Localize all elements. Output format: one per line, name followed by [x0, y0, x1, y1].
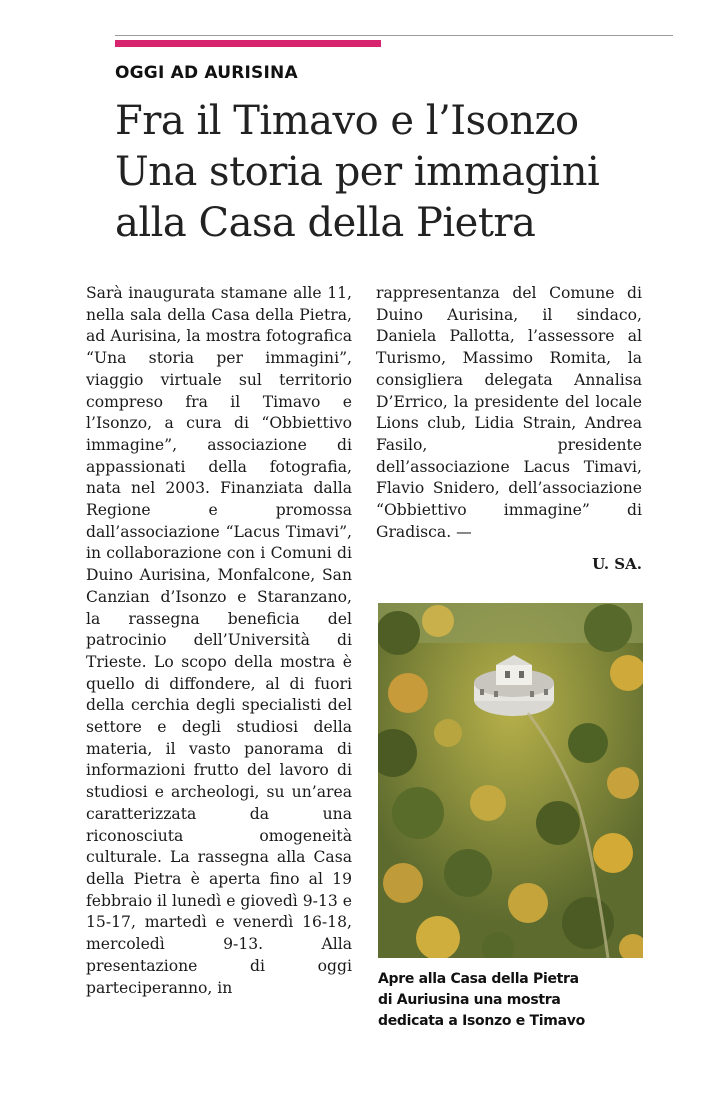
headline-line-3: alla Casa della Pietra [115, 200, 536, 246]
author-byline: U. SA. [592, 555, 642, 573]
caption-line-3: dedicata a Isonzo e Timavo [378, 1013, 585, 1029]
aerial-photo [378, 603, 643, 958]
section-kicker: OGGI AD AURISINA [115, 63, 298, 83]
section-accent-bar [115, 40, 381, 47]
photo-caption [378, 969, 643, 1032]
article-column-2: rappresentanza del Comune di Duino Aurisina, il sindaco, Daniela Pallotta, l’assessore al Turismo, Massimo Romita, la consigliera delegata Annalisa D’Errico, la presidente del locale Lions club, Lidia Strain, Andrea Fasilo, presidente dell’associazione Lacus Timavi, Flavio Snidero, dell’associazione “Obbiettivo immagine” di Gradisca. — [376, 284, 642, 541]
headline [115, 96, 705, 249]
top-rule [115, 35, 673, 36]
article-column-1: Sarà inaugurata stamane alle 11, nella sala della Casa della Pietra, ad Aurisina, la mostra fotografica “Una storia per immagini”, viaggio virtuale sul territorio compreso fra il Timavo e l’Isonzo, a cura di “Obbiettivo immagine”, associazione di appassionati della fotografia, nata nel 2003. Finanziata dalla Regione e promossa dall’associazione “Lacus Timavi”, in collaborazione con i Comuni di Duino Aurisina, Monfalcone, San Canzian d’Isonzo e Staranzano, la rassegna beneficia del patrocinio dell’Università di Trieste. Lo scopo della mostra è quello di diffondere, al di fuori della cerchia degli specialisti del settore e degli studiosi della materia, il vasto panorama di informazioni frutto del lavoro di studiosi e archeologi, su un’area caratterizzata da una riconosciuta omogeneità culturale. La rassegna alla Casa della Pietra è aperta fino al 19 febbraio il lunedì e giovedì 9-13 e 15-17, martedì e venerdì 16-18, mercoledì 9-13. Alla presentazione di oggi parteciperanno, in [86, 284, 352, 997]
headline-line-1: Fra il Timavo e l’Isonzo [115, 98, 579, 144]
aerial-photo-illustration [378, 603, 643, 958]
caption-line-1: Apre alla Casa della Pietra [378, 971, 579, 987]
headline-line-2: Una storia per immagini [115, 149, 600, 195]
caption-line-2: di Auriusina una mostra [378, 992, 561, 1008]
